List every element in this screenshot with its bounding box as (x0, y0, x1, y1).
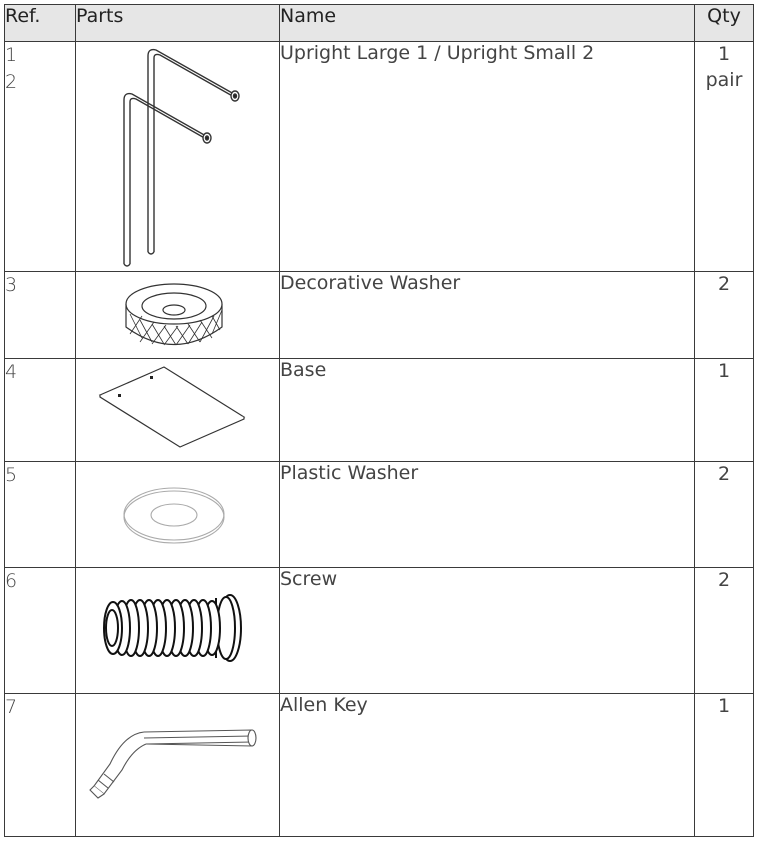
part-name-cell: Base (280, 359, 695, 462)
ref-value: 7 (5, 696, 18, 718)
qty-cell (695, 359, 754, 462)
ref-value: 4 (5, 361, 18, 383)
qty-value: 1 (717, 360, 731, 382)
part-image-cell (76, 359, 280, 462)
qty-cell (695, 694, 754, 837)
screw-icon (76, 568, 280, 692)
table-row (5, 42, 754, 272)
part-name-cell: Plastic Washer (280, 462, 695, 568)
ref-value: 2 (5, 70, 18, 93)
part-image-cell (76, 694, 280, 837)
ref-cell (5, 694, 76, 837)
part-image-cell (76, 568, 280, 694)
qty-value: 2 (717, 463, 731, 485)
part-image-cell (76, 42, 280, 272)
qty-cell (695, 568, 754, 694)
parts-list-table (4, 4, 754, 837)
ref-value: 5 (5, 464, 18, 486)
plastic-washer-icon (76, 462, 280, 566)
part-image-cell (76, 462, 280, 568)
part-name-cell: Decorative Washer (280, 272, 695, 359)
decorative-washer-icon (76, 272, 280, 357)
table-row (5, 272, 754, 359)
part-name-cell: Upright Large 1 / Upright Small 2 (280, 42, 695, 272)
ref-cell (5, 42, 76, 272)
table-row (5, 359, 754, 462)
qty-value: 1 (717, 695, 731, 717)
qty-cell (695, 42, 754, 272)
ref-cell (5, 568, 76, 694)
qty-value: 2 (717, 273, 731, 295)
ref-cell (5, 359, 76, 462)
qty-unit: pair (705, 68, 743, 91)
base-plate-icon (76, 359, 280, 460)
allen-key-icon (76, 694, 280, 835)
ref-cell (5, 462, 76, 568)
header-name: Name (280, 5, 695, 42)
qty-cell (695, 272, 754, 359)
header-ref: Ref. (5, 5, 76, 42)
table-row (5, 694, 754, 837)
ref-cell (5, 272, 76, 359)
qty-cell (695, 462, 754, 568)
part-name-cell: Allen Key (280, 694, 695, 837)
qty-value: 1 (717, 43, 731, 65)
qty-value: 2 (717, 569, 731, 591)
ref-value: 3 (5, 274, 18, 296)
header-qty: Qty (695, 5, 754, 42)
table-row (5, 462, 754, 568)
table-row (5, 568, 754, 694)
table-header-row (5, 5, 754, 42)
part-image-cell (76, 272, 280, 359)
part-name-cell: Screw (280, 568, 695, 694)
upright-rods-icon (76, 42, 280, 270)
header-parts: Parts (76, 5, 280, 42)
ref-value: 1 (5, 44, 18, 66)
ref-value: 6 (5, 570, 18, 592)
